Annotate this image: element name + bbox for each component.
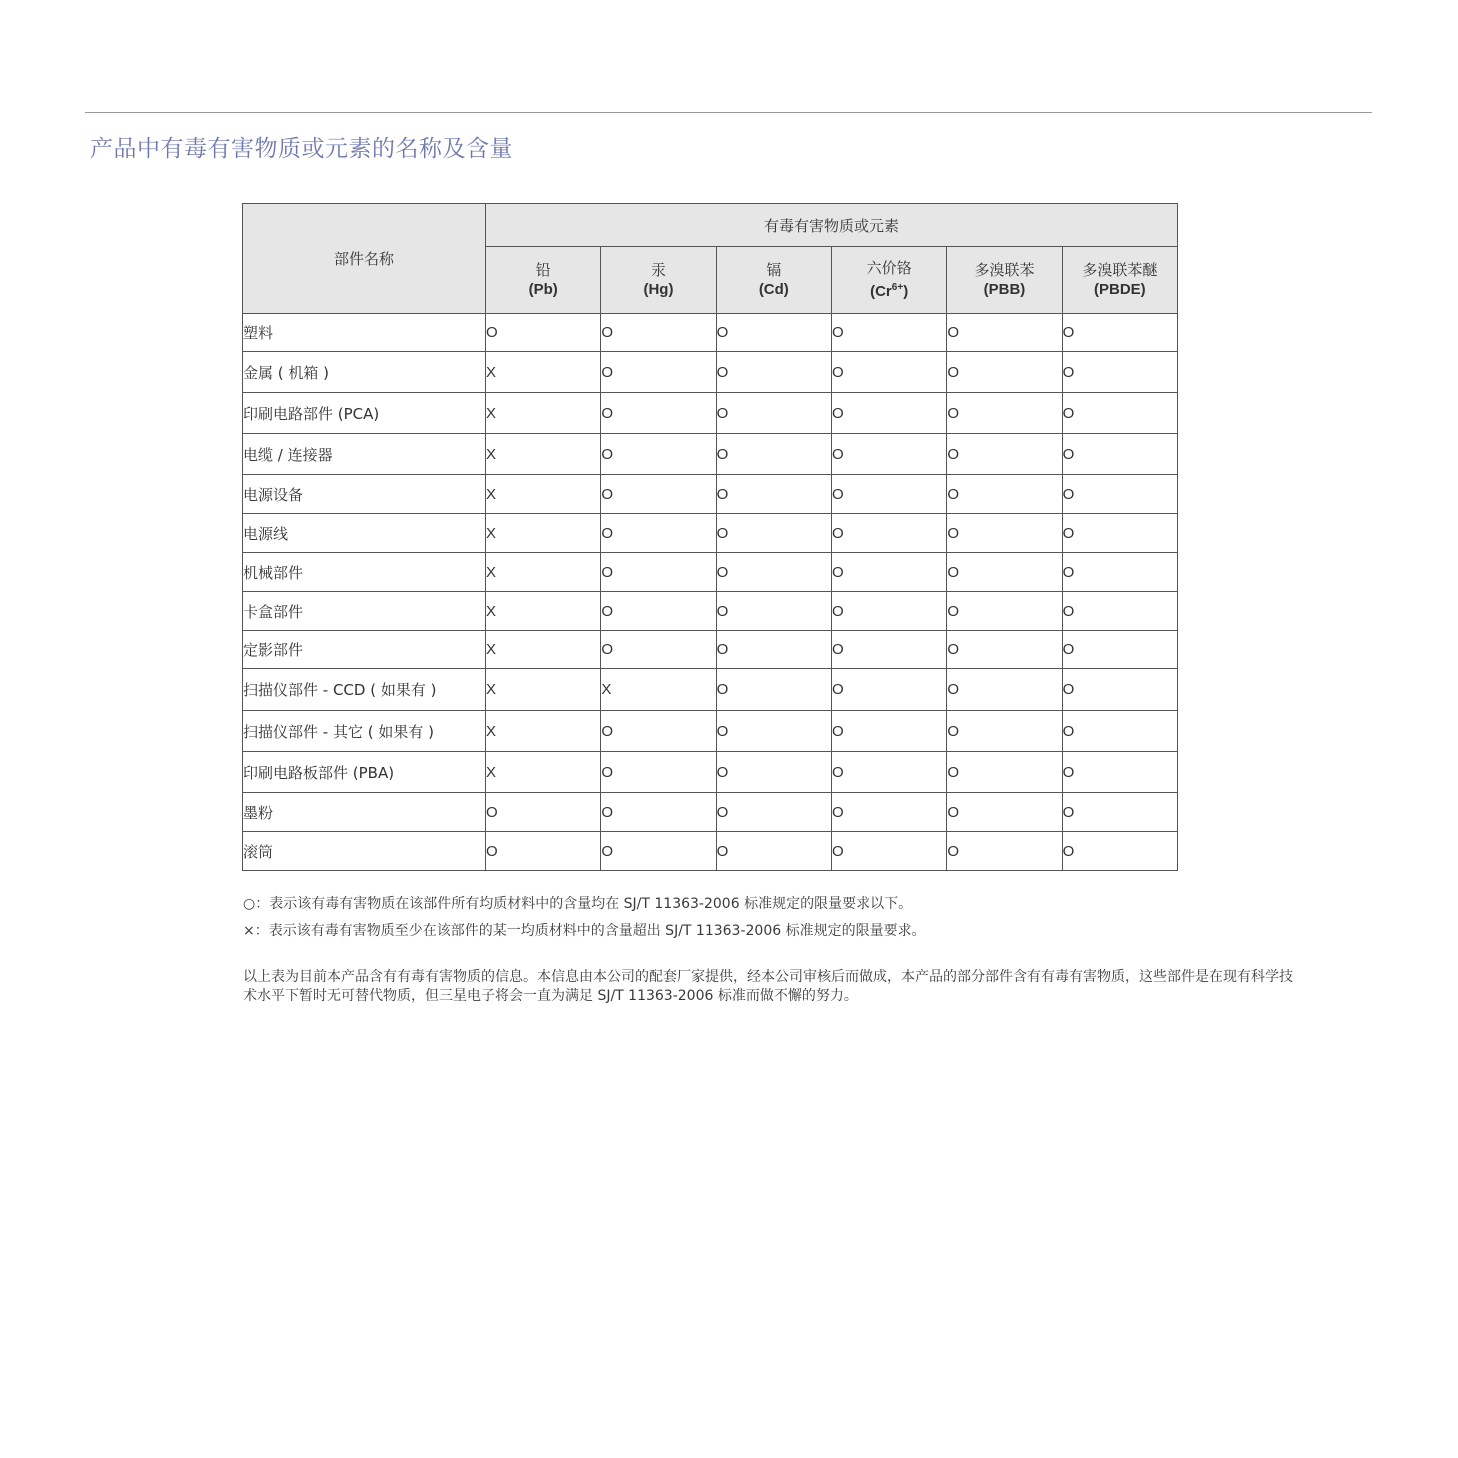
compliance-mark-cell: O [947,752,1062,793]
element-symbol: (Hg) [643,281,674,298]
table-row [243,631,1178,669]
part-name-cell: 扫描仪部件 - CCD ( 如果有 ) [243,669,486,711]
compliance-mark-cell: O [716,669,831,711]
compliance-mark-cell: O [1062,832,1177,871]
compliance-mark-cell: O [831,793,946,832]
substance-group-header: 有毒有害物质或元素 [486,204,1178,247]
table-row [243,669,1178,711]
compliance-mark-cell: O [1062,393,1177,434]
top-divider [85,112,1372,113]
compliance-mark-cell: O [1062,793,1177,832]
part-name-cell: 印刷电路部件 (PCA) [243,393,486,434]
table-row [243,793,1178,832]
compliance-mark-cell: O [831,553,946,592]
part-name-cell: 扫描仪部件 - 其它 ( 如果有 ) [243,711,486,752]
compliance-mark-cell: O [947,514,1062,553]
compliance-mark-cell: O [601,832,716,871]
table-row [243,352,1178,393]
compliance-mark-cell: O [486,832,601,871]
compliance-mark-cell: O [831,434,946,475]
compliance-mark-cell: O [716,514,831,553]
compliance-mark-cell: X [486,553,601,592]
table-row [243,314,1178,352]
compliance-mark-cell: X [486,434,601,475]
legend-notes [243,891,1293,945]
compliance-mark-cell: O [716,352,831,393]
element-name: 镉 [766,261,782,279]
compliance-mark-cell: O [716,592,831,631]
compliance-mark-cell: X [486,393,601,434]
compliance-mark-cell: O [716,793,831,832]
part-name-cell: 印刷电路板部件 (PBA) [243,752,486,793]
compliance-mark-cell: O [947,793,1062,832]
table-row [243,711,1178,752]
compliance-mark-cell: O [601,314,716,352]
compliance-mark-cell: O [947,711,1062,752]
compliance-mark-cell: O [1062,314,1177,352]
compliance-mark-cell: O [601,711,716,752]
element-header-hg [601,247,716,314]
compliance-mark-cell: O [1062,475,1177,514]
element-symbol: (PBB) [983,281,1026,298]
part-name-cell: 电源设备 [243,475,486,514]
compliance-mark-cell: O [831,393,946,434]
hazardous-substance-table [242,203,1178,871]
symbol-suffix: ) [903,283,909,300]
compliance-mark-cell: O [947,393,1062,434]
compliance-mark-cell: O [831,475,946,514]
table-row [243,553,1178,592]
part-name-cell: 滚筒 [243,832,486,871]
compliance-mark-cell: O [716,434,831,475]
element-symbol: (Pb) [528,281,558,298]
compliance-mark-cell: O [1062,514,1177,553]
compliance-mark-cell: O [831,631,946,669]
compliance-mark-cell: O [1062,631,1177,669]
compliance-mark-cell: O [947,314,1062,352]
compliance-mark-cell: O [601,592,716,631]
table-row [243,752,1178,793]
compliance-mark-cell: O [716,711,831,752]
element-name: 铅 [535,261,551,279]
compliance-mark-cell: X [486,592,601,631]
compliance-mark-cell: X [486,514,601,553]
compliance-mark-cell: X [601,669,716,711]
compliance-mark-cell: O [716,553,831,592]
compliance-mark-cell: O [831,514,946,553]
part-name-cell: 电源线 [243,514,486,553]
compliance-mark-cell: O [716,314,831,352]
table-row [243,475,1178,514]
element-header-pbde [1062,247,1177,314]
element-name: 汞 [650,261,666,279]
compliance-mark-cell: O [601,631,716,669]
compliance-mark-cell: O [1062,669,1177,711]
compliance-mark-cell: O [831,711,946,752]
compliance-mark-cell: O [601,514,716,553]
table-body [243,314,1178,871]
compliance-mark-cell: O [601,434,716,475]
compliance-mark-cell: O [601,475,716,514]
compliance-mark-cell: O [716,832,831,871]
compliance-mark-cell: X [486,352,601,393]
compliance-mark-cell: O [947,434,1062,475]
compliance-mark-cell: O [716,393,831,434]
element-symbol [832,278,946,301]
compliance-mark-cell: O [947,475,1062,514]
o-legend-note: ○：表示该有毒有害物质在该部件所有均质材料中的含量均在 SJ/T 11363-2006 标准规定的限量要求以下。 [243,896,913,912]
compliance-mark-cell: X [486,711,601,752]
part-name-cell: 塑料 [243,314,486,352]
table-row [243,393,1178,434]
symbol-superscript: 6+ [891,282,904,293]
symbol-prefix: (Cr [870,283,892,300]
compliance-mark-cell: O [947,669,1062,711]
compliance-mark-cell: O [601,352,716,393]
compliance-mark-cell: O [1062,352,1177,393]
part-name-cell: 墨粉 [243,793,486,832]
compliance-mark-cell: O [716,752,831,793]
compliance-mark-cell: X [486,752,601,793]
table-row [243,514,1178,553]
compliance-mark-cell: O [486,314,601,352]
part-name-cell: 卡盒部件 [243,592,486,631]
compliance-mark-cell: O [1062,434,1177,475]
compliance-mark-cell: O [947,631,1062,669]
compliance-mark-cell: O [831,592,946,631]
compliance-mark-cell: X [486,475,601,514]
summary-paragraph: 以上表为目前本产品含有有毒有害物质的信息。本信息由本公司的配套厂家提供，经本公司审核后而做成，本产品的部分部件含有有毒有害物质，这些部件是在现有科学技术水平下暂时无可替代物质，但三星电子将会一直为满足 SJ/T 11363-2006 标准而做不懈的努力。 [243,969,1293,1004]
compliance-mark-cell: O [831,352,946,393]
table-row [243,832,1178,871]
compliance-mark-cell: O [1062,711,1177,752]
compliance-mark-cell: O [947,832,1062,871]
part-name-cell: 电缆 / 连接器 [243,434,486,475]
x-legend-note: ×：表示该有毒有害物质至少在该部件的某一均质材料中的含量超出 SJ/T 11363-2006 标准规定的限量要求。 [243,923,926,939]
compliance-mark-cell: X [486,669,601,711]
compliance-mark-cell: O [831,832,946,871]
compliance-mark-cell: O [601,553,716,592]
compliance-mark-cell: O [1062,592,1177,631]
element-name: 多溴联苯 [974,261,1035,279]
compliance-mark-cell: O [831,752,946,793]
part-name-cell: 金属 ( 机箱 ) [243,352,486,393]
compliance-mark-cell: O [716,475,831,514]
element-header-cd [716,247,831,314]
compliance-mark-cell: O [601,393,716,434]
compliance-mark-cell: O [1062,553,1177,592]
table-row [243,592,1178,631]
element-symbol: (Cd) [758,281,789,298]
compliance-mark-cell: O [601,793,716,832]
compliance-mark-cell: O [1062,752,1177,793]
compliance-mark-cell: O [716,631,831,669]
compliance-mark-cell: X [486,631,601,669]
element-header-pb [486,247,601,314]
part-name-cell: 机械部件 [243,553,486,592]
element-header-pbb [947,247,1062,314]
element-name: 多溴联苯醚 [1082,261,1158,279]
compliance-mark-cell: O [947,553,1062,592]
compliance-mark-cell: O [486,793,601,832]
compliance-mark-cell: O [831,314,946,352]
element-symbol: (PBDE) [1093,281,1146,298]
compliance-mark-cell: O [947,352,1062,393]
compliance-mark-cell: O [601,752,716,793]
table-row [243,434,1178,475]
compliance-mark-cell: O [831,669,946,711]
compliance-mark-cell: O [947,592,1062,631]
element-header-cr6 [831,247,946,314]
element-name: 六价铬 [866,259,912,277]
part-name-header: 部件名称 [243,204,486,314]
part-name-cell: 定影部件 [243,631,486,669]
page-title: 产品中有毒有害物质或元素的名称及含量 [90,136,513,162]
